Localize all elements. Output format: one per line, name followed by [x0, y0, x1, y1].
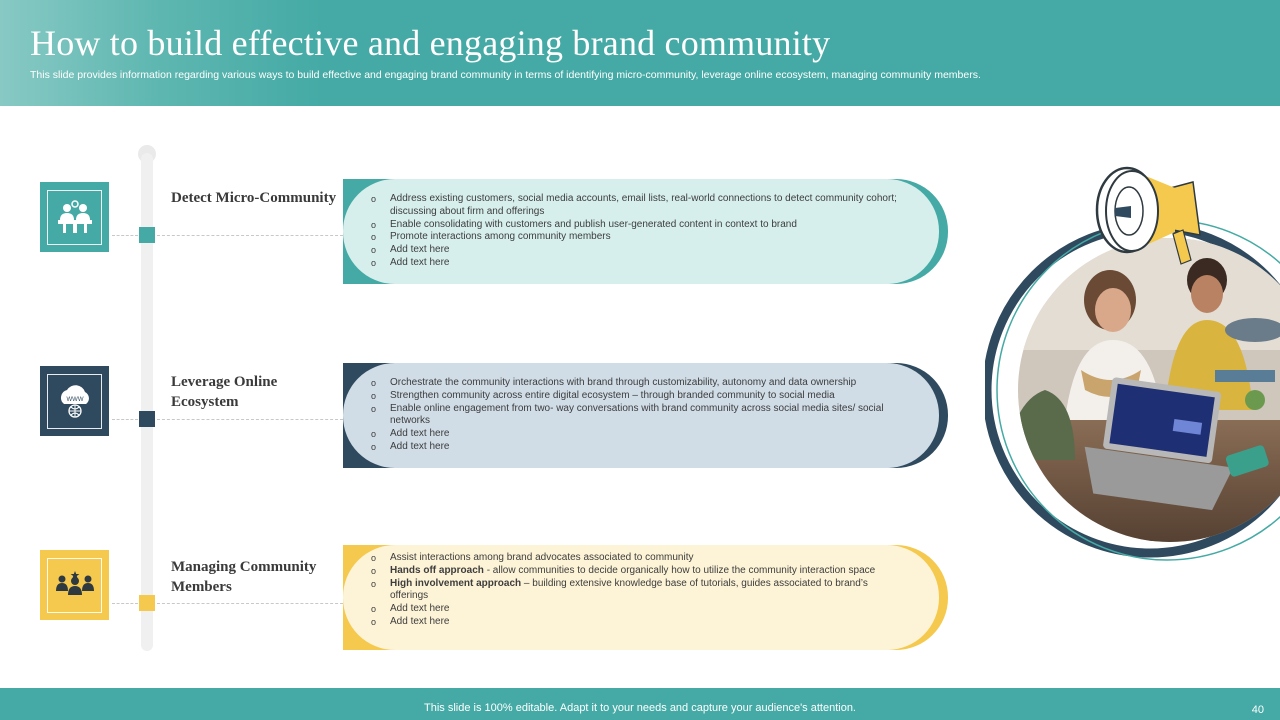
bullet: o Orchestrate the community interactions with brand through customizability, autonomy and data ownership	[371, 377, 901, 390]
bullet: o Add text here	[371, 257, 901, 270]
bullet: o Add text here	[371, 603, 901, 616]
step-1-icon-box	[40, 182, 109, 252]
step-2-title: Leverage Online Ecosystem	[171, 374, 278, 410]
svg-text:WWW: WWW	[66, 397, 83, 403]
step-3-connector-left	[112, 603, 138, 604]
step-2-bullets	[371, 377, 901, 454]
step-1-title: Detect Micro-Community	[171, 190, 337, 206]
bullet-bold: Hands off approach	[390, 564, 484, 576]
step-3-bullets	[371, 552, 901, 629]
bullet: o Promote interactions among community members	[371, 231, 901, 244]
step-3-card-body	[343, 545, 939, 650]
step-2-icon-box	[40, 366, 109, 436]
bullet: o Add text here	[371, 441, 901, 454]
step-1-marker	[139, 227, 155, 243]
step-1-card	[343, 179, 948, 284]
bullet: o Enable online engagement from two- way conversations with brand community across social media sites/ social networks	[371, 403, 901, 429]
community-members-icon	[54, 570, 96, 600]
step-3-marker	[139, 595, 155, 611]
bullet: o Enable consolidating with customers and publish user-generated content in context to brand	[371, 219, 901, 232]
bullet: o Assist interactions among brand advocates associated to community	[371, 552, 901, 565]
step-1-connector-left	[112, 235, 138, 236]
step-2-marker	[139, 411, 155, 427]
slide-header	[0, 0, 1280, 106]
bullet: o Add text here	[371, 428, 901, 441]
meeting-table-icon	[55, 200, 95, 234]
bullet	[371, 578, 901, 604]
step-1-card-body	[343, 179, 939, 284]
step-3-card	[343, 545, 948, 650]
bullet: o Add text here	[371, 616, 901, 629]
slide-title: How to build effective and engaging brand community	[30, 23, 831, 63]
bullet	[371, 565, 901, 578]
step-2-connector-left	[112, 419, 138, 420]
illustration	[985, 160, 1280, 565]
footer-note: This slide is 100% editable. Adapt it to your needs and capture your audience's attention.	[424, 702, 856, 714]
bullet: o Add text here	[371, 244, 901, 257]
bullet-bold: High involvement approach	[390, 577, 522, 589]
bullet-text: – building extensive knowledge base of tutorials, guides associated to brand’s offerings	[390, 577, 868, 602]
bullet: o Address existing customers, social media accounts, email lists, real-world connections to detect community cohort; discussing about firm and offerings	[371, 193, 901, 219]
bullet: o Strengthen community across entire digital ecosystem – through branded community to social media	[371, 390, 901, 403]
step-1-connector-right	[157, 235, 343, 236]
step-3-connector-right	[157, 603, 343, 604]
page-number: 40	[1251, 704, 1264, 716]
slide-footer	[0, 688, 1280, 720]
www-globe-icon	[56, 382, 94, 420]
step-2-card-body	[343, 363, 939, 468]
step-3-title: Managing Community Members	[171, 559, 317, 595]
bullet-text: - allow communities to decide organically how to utilize the community interaction space	[486, 564, 876, 576]
step-1-bullets	[371, 193, 901, 270]
team-working-on-laptops-photo	[985, 160, 1280, 565]
step-3-icon-box	[40, 550, 109, 620]
slide-subtitle: This slide provides information regarding various ways to build effective and engaging brand community in terms of identifying micro-community, leverage online ecosystem, managing community members.	[30, 69, 981, 81]
step-2-connector-right	[157, 419, 343, 420]
step-2-card	[343, 363, 948, 468]
